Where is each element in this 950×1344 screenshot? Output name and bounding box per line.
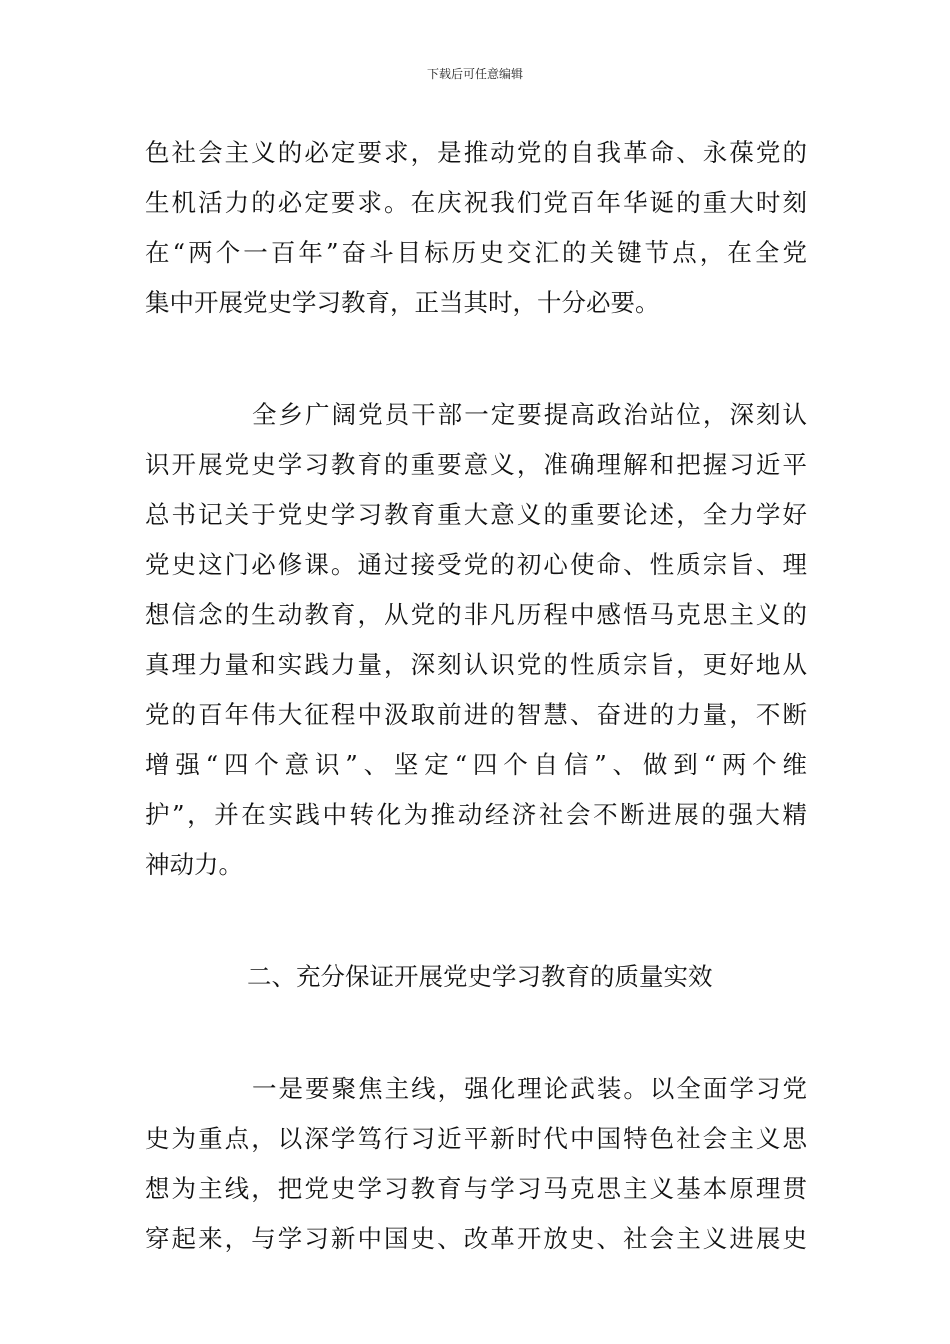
text-line: 在“两个一百年”奋斗目标历史交汇的关键节点，在全党: [145, 238, 807, 267]
document-body: [145, 128, 807, 1264]
text-line: 真理力量和实践力量，深刻认识党的性质宗旨，更好地从: [145, 650, 807, 679]
text-line: 全乡广阔党员干部一定要提高政治站位，深刻认: [252, 400, 807, 429]
text-line: 增强“四个意识”、坚定“四个自信”、做到“两个维: [145, 750, 807, 779]
text-line: 想信念的生动教育，从党的非凡历程中感悟马克思主义的: [145, 600, 807, 629]
text-line: 生机活力的必定要求。在庆祝我们党百年华诞的重大时刻: [145, 188, 807, 217]
text-line: 党的百年伟大征程中汲取前进的智慧、奋进的力量，不断: [145, 700, 807, 729]
paragraph: [145, 390, 807, 890]
section-heading: 二、充分保证开展党史学习教育的质量实效: [247, 962, 713, 991]
text-line: 史为重点，以深学笃行习近平新时代中国特色社会主义思: [145, 1124, 807, 1153]
page-header: 下载后可任意编辑: [426, 67, 523, 81]
text-line: 总书记关于党史学习教育重大意义的重要论述，全力学好: [145, 500, 807, 529]
text-line: 想为主线，把党史学习教育与学习马克思主义基本原理贯: [145, 1174, 807, 1203]
paragraph-gap: [145, 328, 807, 390]
text-line: 穿起来，与学习新中国史、改革开放史、社会主义进展史: [145, 1224, 807, 1253]
text-line: 神动力。: [145, 850, 243, 879]
text-line: 党史这门必修课。通过接受党的初心使命、性质宗旨、理: [145, 550, 807, 579]
paragraph: [145, 1064, 807, 1264]
text-line: 护”，并在实践中转化为推动经济社会不断进展的强大精: [145, 800, 807, 829]
paragraph-gap: [145, 1002, 807, 1064]
paragraph: [145, 128, 807, 328]
text-line: 色社会主义的必定要求，是推动党的自我革命、永葆党的: [145, 138, 807, 167]
text-line: 集中开展党史学习教育，正当其时，十分必要。: [145, 288, 660, 317]
text-line: 一是要聚焦主线，强化理论武装。以全面学习党: [252, 1074, 807, 1103]
text-line: 识开展党史学习教育的重要意义，准确理解和把握习近平: [145, 450, 807, 479]
paragraph-gap: [145, 890, 807, 952]
